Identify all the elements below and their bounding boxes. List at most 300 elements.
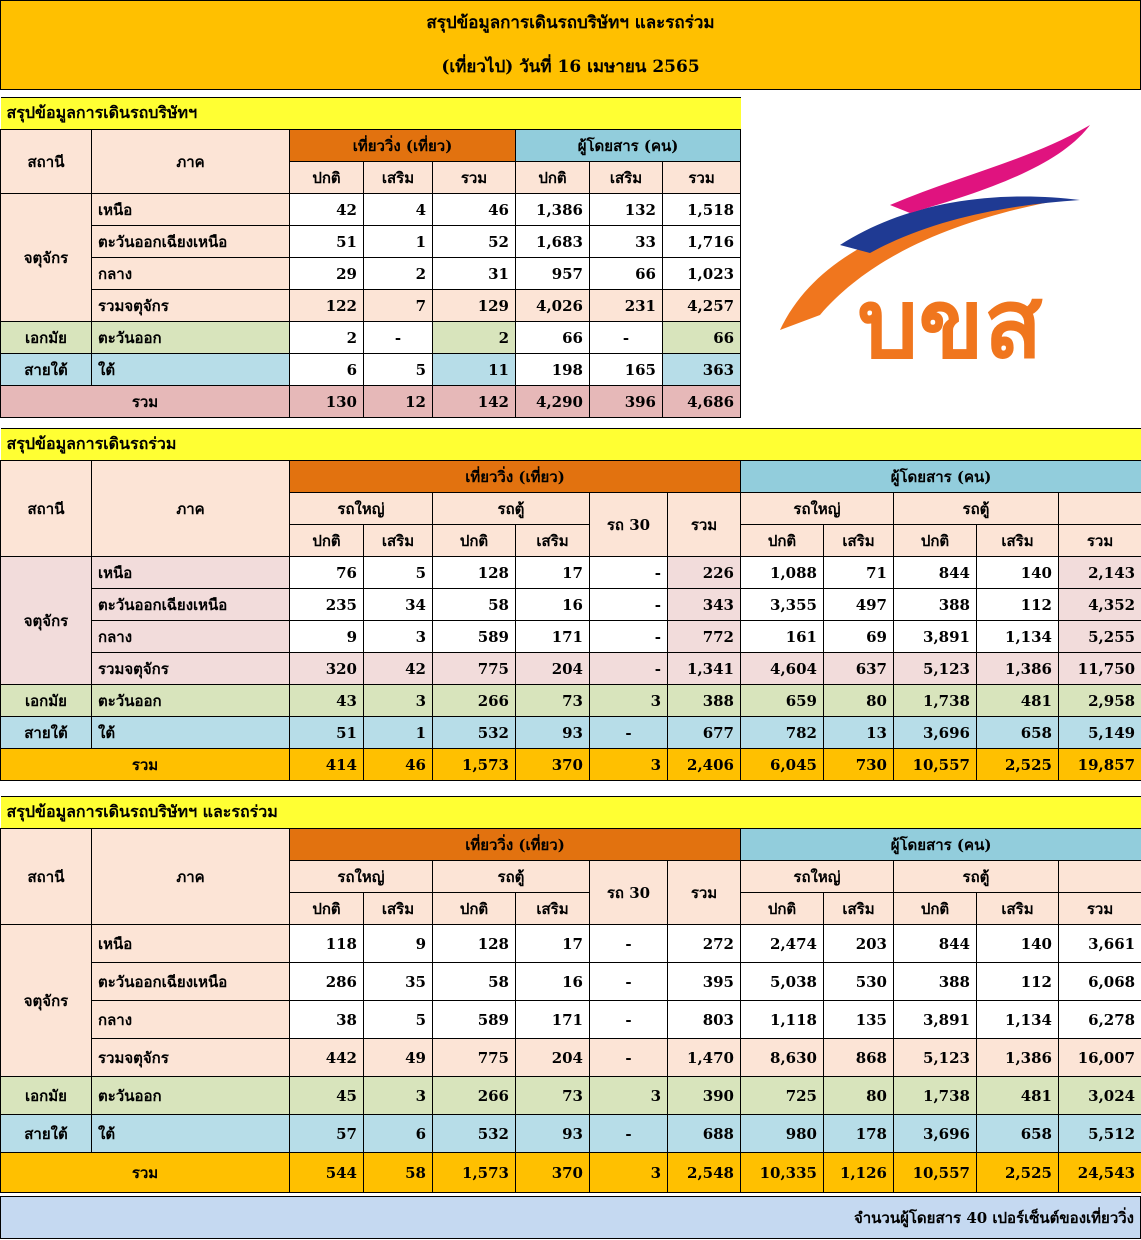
header-region: ภาค xyxy=(92,130,290,194)
value-cell: 272 xyxy=(668,925,741,963)
section-title: สรุปข้อมูลการเดินรถร่วม xyxy=(1,429,1141,461)
value-cell: 198 xyxy=(516,354,590,386)
subheader: ปกติ xyxy=(894,893,977,925)
value-cell: 1,118 xyxy=(741,1001,824,1039)
value-cell: 4,026 xyxy=(516,290,590,322)
region-cell: กลาง xyxy=(92,1001,290,1039)
value-cell: 5,512 xyxy=(1059,1115,1141,1153)
value-cell: 42 xyxy=(364,653,433,685)
station-cell: เอกมัย xyxy=(1,1077,92,1115)
value-cell: 129 xyxy=(433,290,516,322)
value-cell: 5,038 xyxy=(741,963,824,1001)
value-cell: 3,355 xyxy=(741,589,824,621)
value-cell: 782 xyxy=(741,717,824,749)
value-cell: - xyxy=(590,621,668,653)
value-cell: 52 xyxy=(433,226,516,258)
value-cell: 320 xyxy=(290,653,364,685)
value-cell: 1,341 xyxy=(668,653,741,685)
value-cell: 235 xyxy=(290,589,364,621)
value-cell: 93 xyxy=(516,717,590,749)
value-cell: 76 xyxy=(290,557,364,589)
total-cell: 396 xyxy=(590,386,663,418)
table-joint xyxy=(0,428,1141,781)
subheader: เสริม xyxy=(824,525,894,557)
region-cell: ใต้ xyxy=(92,1115,290,1153)
value-cell: 1 xyxy=(364,226,433,258)
total-cell: 1,573 xyxy=(433,1153,516,1193)
value-cell: 395 xyxy=(668,963,741,1001)
subheader: ปกติ xyxy=(433,893,516,925)
value-cell: 231 xyxy=(590,290,663,322)
value-cell: 659 xyxy=(741,685,824,717)
value-cell: 11 xyxy=(433,354,516,386)
header-van: รถตู้ xyxy=(433,493,590,525)
region-cell: ตะวันออกเฉียงเหนือ xyxy=(92,226,290,258)
value-cell: 844 xyxy=(894,557,977,589)
subheader: ปกติ xyxy=(433,525,516,557)
value-cell: 204 xyxy=(516,1039,590,1077)
value-cell: 17 xyxy=(516,925,590,963)
subheader: รวม xyxy=(433,162,516,194)
value-cell: 93 xyxy=(516,1115,590,1153)
total-cell: 370 xyxy=(516,1153,590,1193)
station-cell: จตุจักร xyxy=(1,925,92,1077)
header-region: ภาค xyxy=(92,829,290,925)
subheader: เสริม xyxy=(364,162,433,194)
header-station: สถานี xyxy=(1,130,92,194)
value-cell: 343 xyxy=(668,589,741,621)
subheader: เสริม xyxy=(977,525,1059,557)
value-cell: 17 xyxy=(516,557,590,589)
total-cell: 730 xyxy=(824,749,894,781)
total-cell: 46 xyxy=(364,749,433,781)
region-cell: ตะวันออกเฉียงเหนือ xyxy=(92,589,290,621)
station-cell: จตุจักร xyxy=(1,557,92,685)
value-cell: - xyxy=(590,1039,668,1077)
table-row xyxy=(1,322,741,354)
value-cell: 2,143 xyxy=(1059,557,1141,589)
station-cell: จตุจักร xyxy=(1,194,92,322)
value-cell: 203 xyxy=(824,925,894,963)
value-cell: 6,068 xyxy=(1059,963,1141,1001)
table-row xyxy=(1,1001,1141,1039)
total-row xyxy=(1,1153,1141,1193)
value-cell: 3 xyxy=(364,1077,433,1115)
region-cell: เหนือ xyxy=(92,557,290,589)
value-cell: 388 xyxy=(894,963,977,1001)
value-cell: 4 xyxy=(364,194,433,226)
table-row xyxy=(1,226,741,258)
value-cell: 1,386 xyxy=(977,653,1059,685)
header-region: ภาค xyxy=(92,461,290,557)
value-cell: 13 xyxy=(824,717,894,749)
value-cell: 73 xyxy=(516,1077,590,1115)
value-cell: 66 xyxy=(516,322,590,354)
value-cell: 66 xyxy=(663,322,741,354)
subheader: เสริม xyxy=(824,893,894,925)
header-passengers: ผู้โดยสาร (คน) xyxy=(741,829,1141,861)
station-cell: สายใต้ xyxy=(1,717,92,749)
table-row xyxy=(1,1115,1141,1153)
value-cell: 43 xyxy=(290,685,364,717)
value-cell: 481 xyxy=(977,685,1059,717)
header-passengers: ผู้โดยสาร (คน) xyxy=(516,130,741,162)
value-cell: 42 xyxy=(290,194,364,226)
value-cell: 16 xyxy=(516,589,590,621)
table-row xyxy=(1,557,1141,589)
header-big-bus: รถใหญ่ xyxy=(741,493,894,525)
value-cell: 11,750 xyxy=(1059,653,1141,685)
total-cell: 2,525 xyxy=(977,749,1059,781)
value-cell: 178 xyxy=(824,1115,894,1153)
table-row xyxy=(1,925,1141,963)
value-cell: - xyxy=(590,322,663,354)
value-cell: 161 xyxy=(741,621,824,653)
total-label: รวม xyxy=(1,1153,290,1193)
header-sum: รวม xyxy=(668,493,741,557)
value-cell: 1,716 xyxy=(663,226,741,258)
value-cell: 390 xyxy=(668,1077,741,1115)
header-sum: รวม xyxy=(668,861,741,925)
value-cell: 7 xyxy=(364,290,433,322)
subheader: ปกติ xyxy=(290,525,364,557)
value-cell: 128 xyxy=(433,925,516,963)
value-cell: 165 xyxy=(590,354,663,386)
value-cell: 58 xyxy=(433,963,516,1001)
value-cell: 772 xyxy=(668,621,741,653)
value-cell: 677 xyxy=(668,717,741,749)
region-cell: เหนือ xyxy=(92,194,290,226)
header-trips: เที่ยววิ่ง (เที่ยว) xyxy=(290,829,741,861)
value-cell: 1,023 xyxy=(663,258,741,290)
table-row xyxy=(1,653,1141,685)
value-cell: 57 xyxy=(290,1115,364,1153)
region-cell: รวมจตุจักร xyxy=(92,290,290,322)
value-cell: 388 xyxy=(894,589,977,621)
value-cell: 4,352 xyxy=(1059,589,1141,621)
value-cell: 3 xyxy=(590,1077,668,1115)
total-label: รวม xyxy=(1,749,290,781)
value-cell: 135 xyxy=(824,1001,894,1039)
value-cell: 35 xyxy=(364,963,433,1001)
station-cell: เอกมัย xyxy=(1,685,92,717)
total-cell: 10,557 xyxy=(894,749,977,781)
value-cell: 6 xyxy=(364,1115,433,1153)
value-cell: 266 xyxy=(433,685,516,717)
value-cell: 16,007 xyxy=(1059,1039,1141,1077)
total-cell: 2,525 xyxy=(977,1153,1059,1193)
value-cell: 658 xyxy=(977,1115,1059,1153)
value-cell: 803 xyxy=(668,1001,741,1039)
header-big-bus: รถใหญ่ xyxy=(741,861,894,893)
value-cell: 69 xyxy=(824,621,894,653)
header-van: รถตู้ xyxy=(894,493,1059,525)
total-row xyxy=(1,749,1141,781)
value-cell: 3 xyxy=(364,685,433,717)
value-cell: 45 xyxy=(290,1077,364,1115)
table-row xyxy=(1,354,741,386)
table-row xyxy=(1,1039,1141,1077)
value-cell: 5,123 xyxy=(894,1039,977,1077)
value-cell: 3,696 xyxy=(894,1115,977,1153)
value-cell: 775 xyxy=(433,1039,516,1077)
table-row xyxy=(1,194,741,226)
region-cell: ใต้ xyxy=(92,354,290,386)
header-trips: เที่ยววิ่ง (เที่ยว) xyxy=(290,130,516,162)
value-cell: 9 xyxy=(364,925,433,963)
value-cell: 8,630 xyxy=(741,1039,824,1077)
total-cell: 130 xyxy=(290,386,364,418)
total-cell: 3 xyxy=(590,1153,668,1193)
header-trips: เที่ยววิ่ง (เที่ยว) xyxy=(290,461,741,493)
total-cell: 2,406 xyxy=(668,749,741,781)
value-cell: 4,257 xyxy=(663,290,741,322)
region-cell: ตะวันออกเฉียงเหนือ xyxy=(92,963,290,1001)
value-cell: 1,738 xyxy=(894,685,977,717)
value-cell: 530 xyxy=(824,963,894,1001)
total-row xyxy=(1,386,741,418)
value-cell: 34 xyxy=(364,589,433,621)
value-cell: 5,255 xyxy=(1059,621,1141,653)
section-title: สรุปข้อมูลการเดินรถบริษัทฯ และรถร่วม xyxy=(1,797,1141,829)
value-cell: - xyxy=(590,925,668,963)
value-cell: 73 xyxy=(516,685,590,717)
bks-logo xyxy=(760,105,1120,405)
value-cell: 3,891 xyxy=(894,621,977,653)
value-cell: 2 xyxy=(433,322,516,354)
table-company xyxy=(0,97,741,418)
subheader: ปกติ xyxy=(516,162,590,194)
table-row xyxy=(1,685,1141,717)
value-cell: 2 xyxy=(364,258,433,290)
value-cell: 532 xyxy=(433,717,516,749)
total-cell: 3 xyxy=(590,749,668,781)
footer-note: จำนวนผู้โดยสาร 40 เปอร์เซ็นต์ของเที่ยววิ่ง xyxy=(0,1196,1141,1239)
value-cell: 1,738 xyxy=(894,1077,977,1115)
table-row xyxy=(1,1077,1141,1115)
value-cell: 132 xyxy=(590,194,663,226)
region-cell: รวมจตุจักร xyxy=(92,1039,290,1077)
value-cell: 3 xyxy=(590,685,668,717)
value-cell: 16 xyxy=(516,963,590,1001)
region-cell: รวมจตุจักร xyxy=(92,653,290,685)
value-cell: 1,088 xyxy=(741,557,824,589)
value-cell: 637 xyxy=(824,653,894,685)
value-cell: 3,024 xyxy=(1059,1077,1141,1115)
value-cell: 442 xyxy=(290,1039,364,1077)
value-cell: - xyxy=(590,1001,668,1039)
region-cell: ตะวันออก xyxy=(92,685,290,717)
value-cell: 112 xyxy=(977,589,1059,621)
total-cell: 544 xyxy=(290,1153,364,1193)
total-cell: 1,126 xyxy=(824,1153,894,1193)
table-combined xyxy=(0,796,1141,1193)
table-row xyxy=(1,963,1141,1001)
table-row xyxy=(1,290,741,322)
total-cell: 6,045 xyxy=(741,749,824,781)
value-cell: 80 xyxy=(824,685,894,717)
value-cell: 171 xyxy=(516,1001,590,1039)
value-cell: 844 xyxy=(894,925,977,963)
value-cell: 658 xyxy=(977,717,1059,749)
total-cell: 414 xyxy=(290,749,364,781)
value-cell: 80 xyxy=(824,1077,894,1115)
value-cell: 1,518 xyxy=(663,194,741,226)
value-cell: 1,386 xyxy=(516,194,590,226)
header-station: สถานี xyxy=(1,829,92,925)
subheader: รวม xyxy=(1059,893,1141,925)
value-cell: 481 xyxy=(977,1077,1059,1115)
subheader: ปกติ xyxy=(741,893,824,925)
value-cell: - xyxy=(590,1115,668,1153)
value-cell: 31 xyxy=(433,258,516,290)
header-big-bus: รถใหญ่ xyxy=(290,861,433,893)
value-cell: 226 xyxy=(668,557,741,589)
subheader: ปกติ xyxy=(741,525,824,557)
value-cell: 112 xyxy=(977,963,1059,1001)
value-cell: 688 xyxy=(668,1115,741,1153)
total-cell: 4,290 xyxy=(516,386,590,418)
value-cell: 957 xyxy=(516,258,590,290)
total-cell: 24,543 xyxy=(1059,1153,1141,1193)
value-cell: 38 xyxy=(290,1001,364,1039)
value-cell: 51 xyxy=(290,717,364,749)
value-cell: 266 xyxy=(433,1077,516,1115)
value-cell: 1,134 xyxy=(977,1001,1059,1039)
region-cell: กลาง xyxy=(92,258,290,290)
total-cell: 370 xyxy=(516,749,590,781)
logo-text: บขส xyxy=(857,268,1043,380)
value-cell: 3,661 xyxy=(1059,925,1141,963)
value-cell: - xyxy=(590,963,668,1001)
subheader: เสริม xyxy=(364,525,433,557)
station-cell: เอกมัย xyxy=(1,322,92,354)
station-cell: สายใต้ xyxy=(1,354,92,386)
value-cell: 1,683 xyxy=(516,226,590,258)
subheader: ปกติ xyxy=(290,893,364,925)
total-cell: 4,686 xyxy=(663,386,741,418)
value-cell: 171 xyxy=(516,621,590,653)
header-bus30: รถ 30 xyxy=(590,861,668,925)
header-bus30: รถ 30 xyxy=(590,493,668,557)
region-cell: กลาง xyxy=(92,621,290,653)
value-cell: 5 xyxy=(364,354,433,386)
value-cell: 1,134 xyxy=(977,621,1059,653)
value-cell: 532 xyxy=(433,1115,516,1153)
region-cell: ใต้ xyxy=(92,717,290,749)
value-cell: 2,474 xyxy=(741,925,824,963)
value-cell: - xyxy=(590,557,668,589)
total-cell: 12 xyxy=(364,386,433,418)
value-cell: 140 xyxy=(977,557,1059,589)
value-cell: 66 xyxy=(590,258,663,290)
value-cell: 388 xyxy=(668,685,741,717)
title-line-1: สรุปข้อมูลการเดินรถบริษัทฯ และรถร่วม xyxy=(1,1,1140,45)
header-station: สถานี xyxy=(1,461,92,557)
subheader: รวม xyxy=(1059,525,1141,557)
value-cell: - xyxy=(364,322,433,354)
value-cell: 725 xyxy=(741,1077,824,1115)
value-cell: 5 xyxy=(364,557,433,589)
value-cell: 4,604 xyxy=(741,653,824,685)
value-cell: 1,386 xyxy=(977,1039,1059,1077)
section-title: สรุปข้อมูลการเดินรถบริษัทฯ xyxy=(1,98,741,130)
region-cell: เหนือ xyxy=(92,925,290,963)
total-cell: 10,557 xyxy=(894,1153,977,1193)
subheader: เสริม xyxy=(516,525,590,557)
value-cell: 363 xyxy=(663,354,741,386)
value-cell: 5,123 xyxy=(894,653,977,685)
value-cell: 122 xyxy=(290,290,364,322)
total-cell: 1,573 xyxy=(433,749,516,781)
value-cell: 589 xyxy=(433,621,516,653)
value-cell: - xyxy=(590,589,668,621)
value-cell: 5 xyxy=(364,1001,433,1039)
title-line-2: (เที่ยวไป) วันที่ 16 เมษายน 2565 xyxy=(1,45,1140,89)
value-cell: 6 xyxy=(290,354,364,386)
station-cell: สายใต้ xyxy=(1,1115,92,1153)
subheader: เสริม xyxy=(590,162,663,194)
subheader: ปกติ xyxy=(894,525,977,557)
value-cell: 204 xyxy=(516,653,590,685)
header-big-bus: รถใหญ่ xyxy=(290,493,433,525)
value-cell: 9 xyxy=(290,621,364,653)
value-cell: 3 xyxy=(364,621,433,653)
value-cell: 58 xyxy=(433,589,516,621)
total-cell: 58 xyxy=(364,1153,433,1193)
value-cell: 589 xyxy=(433,1001,516,1039)
header-blank xyxy=(1059,493,1141,525)
total-label: รวม xyxy=(1,386,290,418)
header-passengers: ผู้โดยสาร (คน) xyxy=(741,461,1141,493)
value-cell: - xyxy=(590,653,668,685)
region-cell: ตะวันออก xyxy=(92,1077,290,1115)
value-cell: 868 xyxy=(824,1039,894,1077)
table-row xyxy=(1,621,1141,653)
value-cell: - xyxy=(590,717,668,749)
value-cell: 775 xyxy=(433,653,516,685)
total-cell: 142 xyxy=(433,386,516,418)
total-cell: 10,335 xyxy=(741,1153,824,1193)
table-row xyxy=(1,589,1141,621)
value-cell: 71 xyxy=(824,557,894,589)
subheader: เสริม xyxy=(364,893,433,925)
subheader: เสริม xyxy=(977,893,1059,925)
value-cell: 3,891 xyxy=(894,1001,977,1039)
value-cell: 3,696 xyxy=(894,717,977,749)
value-cell: 140 xyxy=(977,925,1059,963)
table-row xyxy=(1,717,1141,749)
subheader: เสริม xyxy=(516,893,590,925)
title-banner xyxy=(0,0,1141,90)
header-van: รถตู้ xyxy=(894,861,1059,893)
value-cell: 497 xyxy=(824,589,894,621)
value-cell: 29 xyxy=(290,258,364,290)
value-cell: 1 xyxy=(364,717,433,749)
total-cell: 19,857 xyxy=(1059,749,1141,781)
region-cell: ตะวันออก xyxy=(92,322,290,354)
value-cell: 6,278 xyxy=(1059,1001,1141,1039)
table-row xyxy=(1,258,741,290)
value-cell: 33 xyxy=(590,226,663,258)
value-cell: 118 xyxy=(290,925,364,963)
header-blank xyxy=(1059,861,1141,893)
subheader: ปกติ xyxy=(290,162,364,194)
value-cell: 49 xyxy=(364,1039,433,1077)
value-cell: 5,149 xyxy=(1059,717,1141,749)
subheader: รวม xyxy=(663,162,741,194)
value-cell: 51 xyxy=(290,226,364,258)
